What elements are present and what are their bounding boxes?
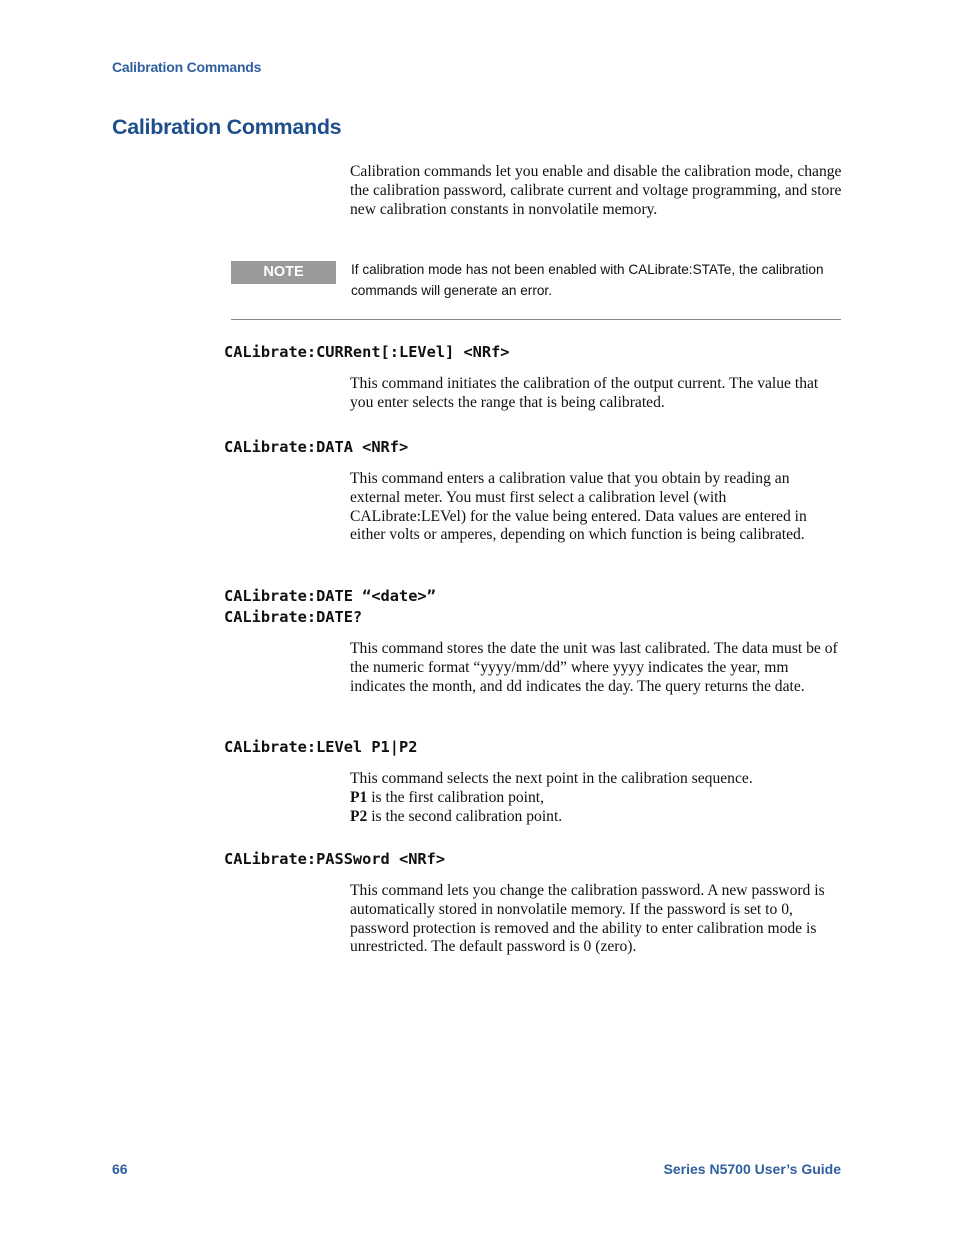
p1-definition [350, 789, 842, 808]
command-heading-calibrate-level: CALibrate:LEVel P1|P2 [224, 738, 418, 756]
intro-paragraph: Calibration commands let you enable and disable the calibration mode, change the calibration password, calibrate current and voltage programming, and store new calibration constants in nonvolatile memory. [350, 163, 842, 218]
note-badge: NOTE [231, 261, 336, 284]
note-text-line2: commands will generate an error. [351, 282, 552, 298]
page-number: 66 [112, 1161, 128, 1177]
description-calibrate-data: This command enters a calibration value that you obtain by reading an external meter. You must first select a calibration level (with CALibrate:LEVel) for the value being entered. Data values are entered in either volts or amperes, depending on which function is being calibrated. [350, 470, 807, 544]
command-heading-calibrate-data: CALibrate:DATA <NRf> [224, 438, 409, 456]
description-calibrate-current: This command initiates the calibration of the output current. The value that you enter selects the range that is being calibrated. [350, 375, 819, 411]
p1-label: P1 [350, 788, 368, 806]
command-heading-calibrate-current: CALibrate:CURRent[:LEVel] <NRf> [224, 343, 510, 361]
note-text-line1: If calibration mode has not been enabled with CALibrate:STATe, the calibration [351, 262, 824, 277]
p2-text: is the second calibration point. [367, 807, 563, 825]
p2-label: P2 [350, 807, 368, 825]
p1-text: is the first calibration point, [367, 788, 545, 806]
command-heading-calibrate-date: CALibrate:DATE “<date>” [224, 587, 436, 605]
page-title: Calibration Commands [112, 115, 342, 139]
running-header: Calibration Commands [112, 59, 262, 75]
section-divider [231, 319, 841, 320]
command-heading-calibrate-date-query: CALibrate:DATE? [224, 608, 363, 626]
description-calibrate-level-intro: This command selects the next point in the calibration sequence. [350, 770, 753, 787]
command-heading-calibrate-password: CALibrate:PASSword <NRf> [224, 850, 446, 868]
guide-title: Series N5700 User’s Guide [663, 1161, 841, 1177]
description-calibrate-password: This command lets you change the calibration password. A new password is automatically stored in nonvolatile memory. If the password is set to 0, password protection is removed and the ability to enter calibration mode is unrestricted. The default password is 0 (zero). [350, 882, 825, 956]
p2-definition [350, 808, 842, 827]
note-text [351, 260, 846, 301]
description-calibrate-date: This command stores the date the unit was last calibrated. The data must be of the numeric format “yyyy/mm/dd” where yyyy indicates the year, mm indicates the month, and dd indicates the day. The query returns the date. [350, 640, 838, 695]
description-calibrate-level [350, 770, 842, 826]
